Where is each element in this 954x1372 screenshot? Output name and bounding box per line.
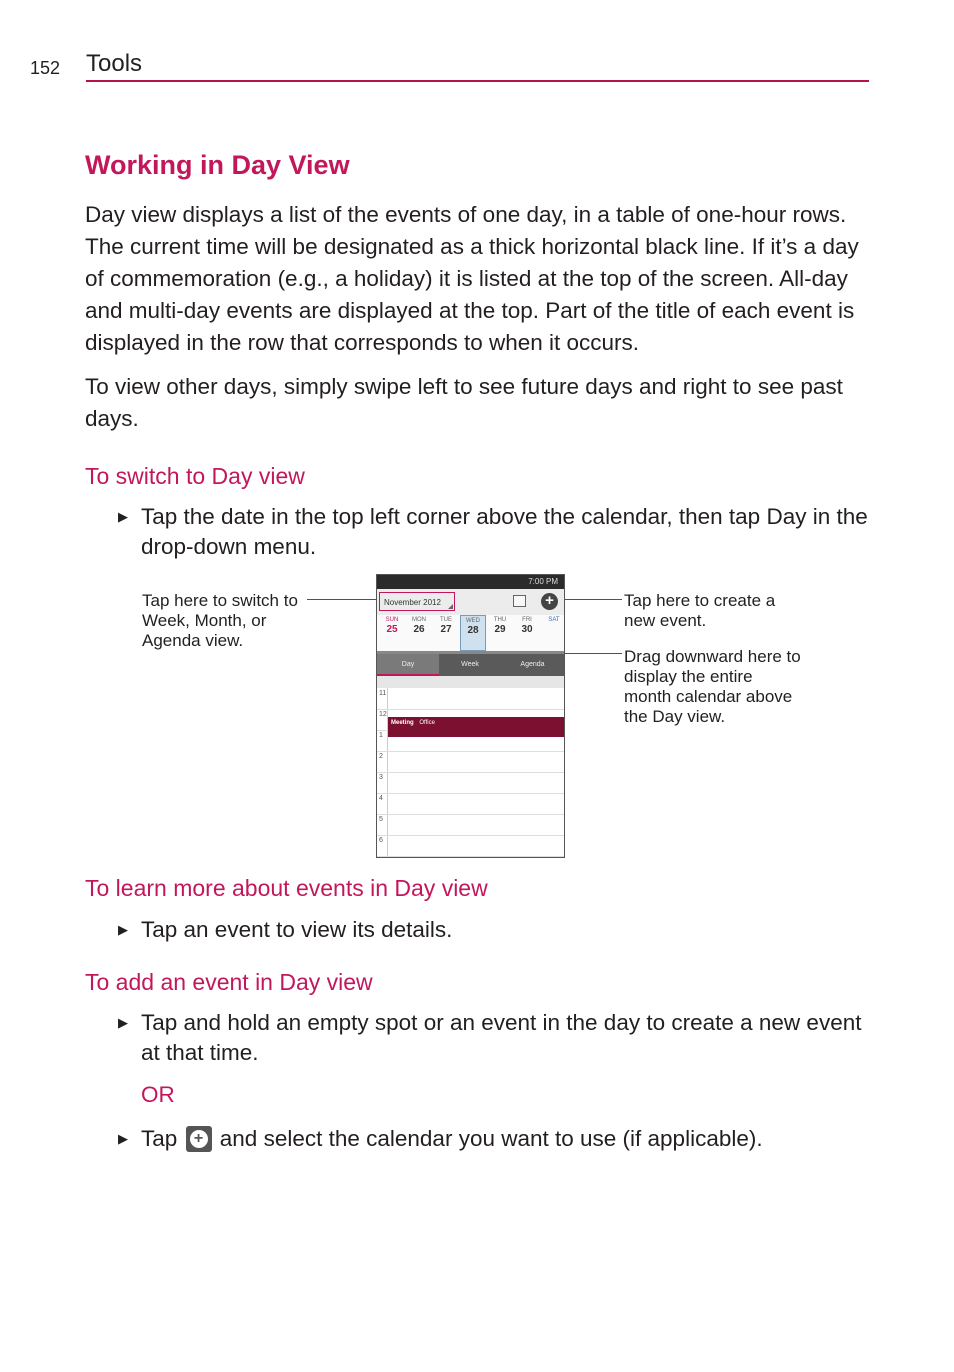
event-location: Office: [419, 720, 435, 726]
status-bar: [377, 575, 564, 589]
add-event-button[interactable]: +: [541, 593, 558, 610]
switch-bullet-text: Tap the date in the top left corner above the calendar, then tap Day in the drop-down menu.: [141, 504, 868, 559]
day-cell[interactable]: MON 26: [412, 617, 426, 635]
add-bullet-1: [118, 1008, 868, 1068]
intro-paragraph: Day view displays a list of the events of one day, in a table of one-hour rows. The current time will be designated as a thick horizontal black line. If it’s a day of commemoration (e.g., a holiday) it is listed at the top of the screen. All-day and multi-day events are displayed at the top. Part of the title of each event is displayed in the row that corresponds to when it occurs.: [85, 202, 859, 355]
day-cell[interactable]: SAT: [548, 617, 560, 623]
hour-row[interactable]: 1: [377, 730, 564, 752]
day-cell[interactable]: SUN 25: [385, 617, 399, 635]
hour-row[interactable]: 3: [377, 772, 564, 794]
event-block[interactable]: [388, 717, 564, 737]
event-title: Meeting: [391, 720, 414, 726]
dropdown-corner-icon: [448, 604, 453, 609]
tab-week[interactable]: Week: [461, 661, 479, 668]
learn-bullet-text: Tap an event to view its details.: [141, 917, 453, 942]
header-rule: [86, 80, 869, 82]
callout-new-event: Tap here to create a new event.: [624, 591, 776, 630]
callout-switch-view: Tap here to switch to Week, Month, or Agenda view.: [142, 591, 298, 650]
callout-drag-down: Drag downward here to display the entire month calendar above the Day view.: [624, 647, 801, 726]
callout-line-right-top: [555, 599, 622, 600]
day-cell[interactable]: FRI 30: [521, 617, 533, 635]
day-keyword: Day: [766, 504, 807, 529]
all-day-row[interactable]: [377, 676, 564, 688]
bullet-arrow-icon: ▶: [118, 1131, 128, 1146]
status-time: 7:00 PM: [528, 577, 558, 586]
tab-day[interactable]: Day: [377, 654, 439, 676]
bullet-arrow-icon: ▶: [118, 922, 128, 937]
phone-screenshot: [376, 574, 565, 858]
callout-line-right-bottom: [561, 653, 622, 654]
hour-row[interactable]: 12: [377, 709, 564, 731]
week-strip: [377, 615, 564, 651]
add-event-icon: +: [186, 1126, 212, 1152]
page-number: 152: [30, 58, 61, 78]
bullet-arrow-icon: ▶: [118, 509, 128, 524]
switch-heading: To switch to Day view: [85, 463, 305, 489]
learn-heading: To learn more about events in Day view: [85, 875, 488, 901]
add-bullet-1-text: Tap and hold an empty spot or an event in the day to create a new event at that time.: [141, 1010, 862, 1065]
page-title: Working in Day View: [85, 150, 350, 180]
learn-bullet: [118, 915, 868, 945]
day-cell[interactable]: TUE 27: [440, 617, 452, 635]
bullet-arrow-icon: ▶: [118, 1015, 128, 1030]
hour-row[interactable]: 2: [377, 751, 564, 773]
month-label: November 2012: [384, 598, 441, 607]
calendar-header: [377, 589, 564, 616]
month-selector[interactable]: [379, 592, 455, 611]
add-bullet-2: [118, 1124, 868, 1154]
tab-agenda[interactable]: Agenda: [520, 661, 545, 668]
hour-row[interactable]: 4: [377, 793, 564, 815]
view-tabs: [377, 654, 564, 676]
or-separator: OR: [141, 1082, 175, 1107]
calendar-icon[interactable]: [513, 595, 526, 607]
swipe-paragraph: To view other days, simply swipe left to see future days and right to see past days.: [85, 374, 843, 431]
hour-grid[interactable]: [377, 688, 564, 857]
hour-row[interactable]: 5: [377, 814, 564, 836]
add-heading: To add an event in Day view: [85, 969, 373, 995]
callout-line-left: [307, 599, 377, 600]
hour-row[interactable]: 11: [377, 688, 564, 710]
add-bullet-2-text: Tap + and select the calendar you want to use (if applicable).: [141, 1126, 763, 1151]
day-cell[interactable]: THU 29: [493, 617, 507, 635]
switch-bullet: [118, 502, 868, 562]
hour-row[interactable]: 6: [377, 835, 564, 857]
day-cell-selected[interactable]: WED 28: [460, 615, 486, 651]
section-title: Tools: [86, 50, 143, 77]
